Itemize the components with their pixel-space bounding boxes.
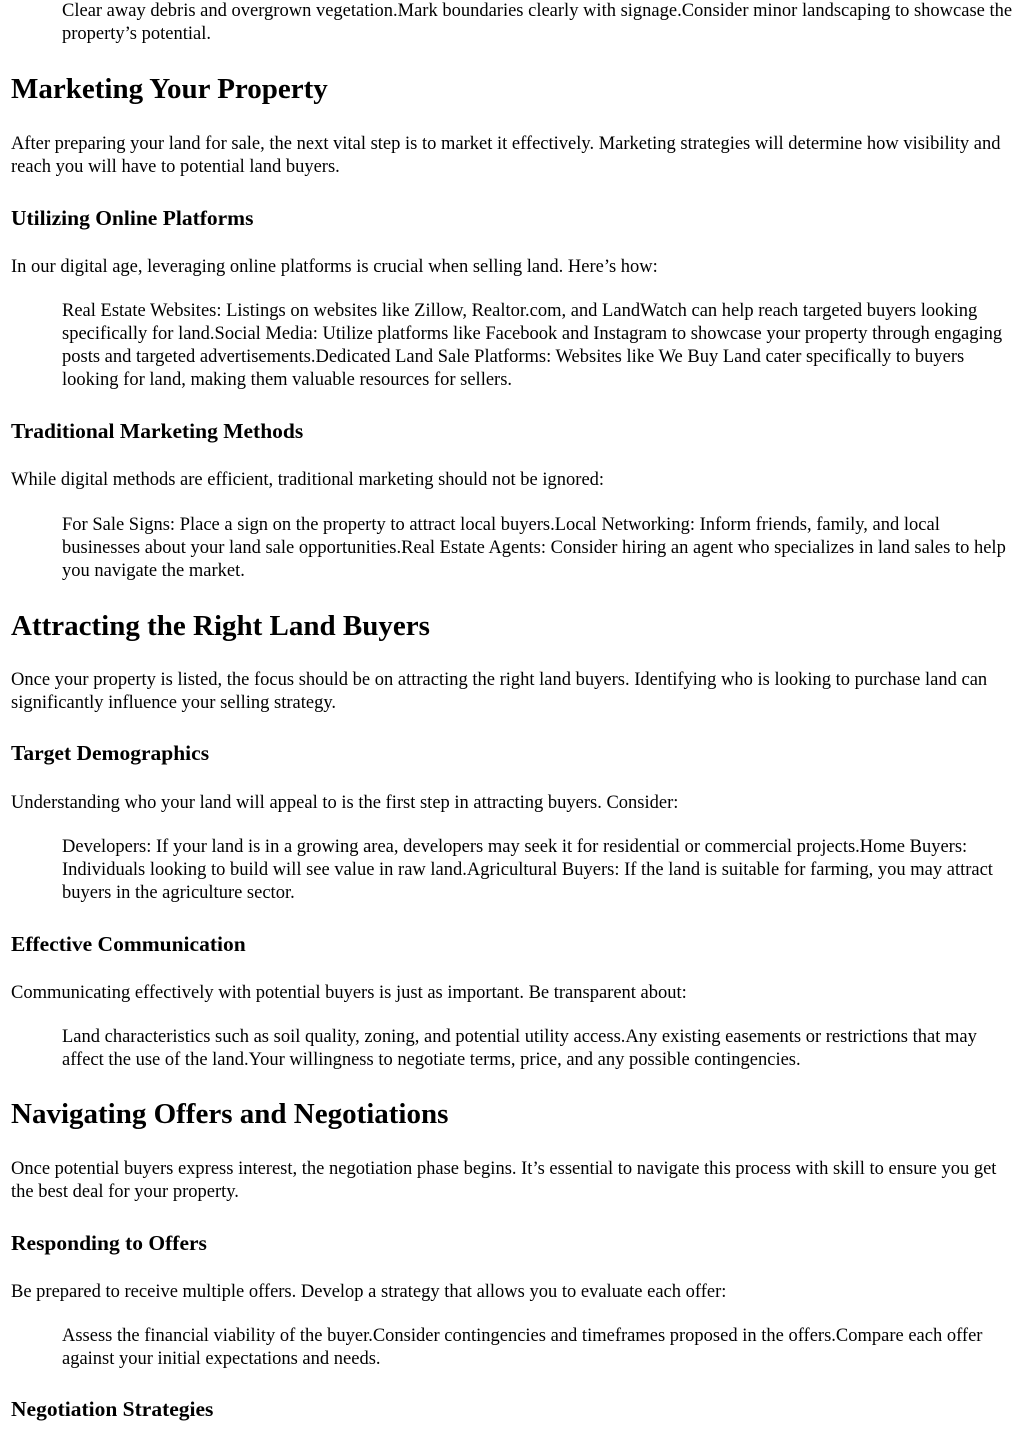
blockquote-effective-communication: Land characteristics such as soil quality, zoning, and potential utility access.Any existing easements or restrictions that may affect the use of the land.Your willingness to negotiate terms, price, and any possible contingencies. [62,1027,977,1070]
subsection-heading-responding-offers: Responding to Offers [11,1231,207,1255]
section-heading-offers-negotiations: Navigating Offers and Negotiations [11,1098,449,1130]
blockquote-traditional-marketing: For Sale Signs: Place a sign on the property to attract local buyers.Local Networking: Inform friends, family, and local businesses about your land sale opportunities.Real Estate Agents: Consider hiring an agent who specializes in land sales to help you navigate the market. [62,515,1006,581]
blockquote-target-demographics: Developers: If your land is in a growing area, developers may seek it for residential or commercial projects.Home Buyers: Individuals looking to build will see value in raw land.Agricultural Buyers: If the land is suitable for farming, you may attract buyers in the agriculture sector. [62,837,993,903]
section-heading-marketing: Marketing Your Property [11,73,328,105]
subsection-heading-online-platforms: Utilizing Online Platforms [11,206,254,230]
subsection-heading-negotiation-strategies: Negotiation Strategies [11,1397,214,1421]
subsection-paragraph-online-platforms: In our digital age, leveraging online platforms is crucial when selling land. Here’s how: [11,257,658,277]
subsection-paragraph-target-demographics: Understanding who your land will appeal to is the first step in attracting buyers. Consider: [11,793,679,813]
section-paragraph-offers-negotiations: Once potential buyers express interest, the negotiation phase begins. It’s essential to navigate this process with skill to ensure you get the best deal for your property. [11,1159,997,1202]
subsection-heading-effective-communication: Effective Communication [11,932,246,956]
subsection-heading-target-demographics: Target Demographics [11,741,210,765]
section-paragraph-marketing: After preparing your land for sale, the next vital step is to market it effectively. Marketing strategies will determine how visibility and reach you will have to potential land buyers. [11,134,1001,177]
subsection-paragraph-traditional-marketing: While digital methods are efficient, traditional marketing should not be ignored: [11,470,605,490]
blockquote-responding-offers: Assess the financial viability of the buyer.Consider contingencies and timeframes proposed in the offers.Compare each offer against your initial expectations and needs. [62,1326,983,1369]
section-heading-attracting-buyers: Attracting the Right Land Buyers [11,610,430,642]
intro-blockquote: Clear away debris and overgrown vegetation.Mark boundaries clearly with signage.Consider minor landscaping to showcase the property’s potential. [62,1,1013,44]
subsection-paragraph-effective-communication: Communicating effectively with potential buyers is just as important. Be transparent about: [11,983,687,1003]
subsection-heading-traditional-marketing: Traditional Marketing Methods [11,419,304,443]
subsection-paragraph-responding-offers: Be prepared to receive multiple offers. Develop a strategy that allows you to evaluate each offer: [11,1282,727,1302]
section-paragraph-attracting-buyers: Once your property is listed, the focus should be on attracting the right land buyers. Identifying who is looking to purchase land can significantly influence your selling strategy. [11,670,988,713]
blockquote-online-platforms: Real Estate Websites: Listings on websites like Zillow, Realtor.com, and LandWatch can help reach targeted buyers looking specifically for land.Social Media: Utilize platforms like Facebook and Instagram to showcase your property through engaging posts and targeted advertisements.Dedicated Land Sale Platforms: Websites like We Buy Land cater specifically to buyers looking for land, making them valuable resources for sellers. [62,301,1003,390]
